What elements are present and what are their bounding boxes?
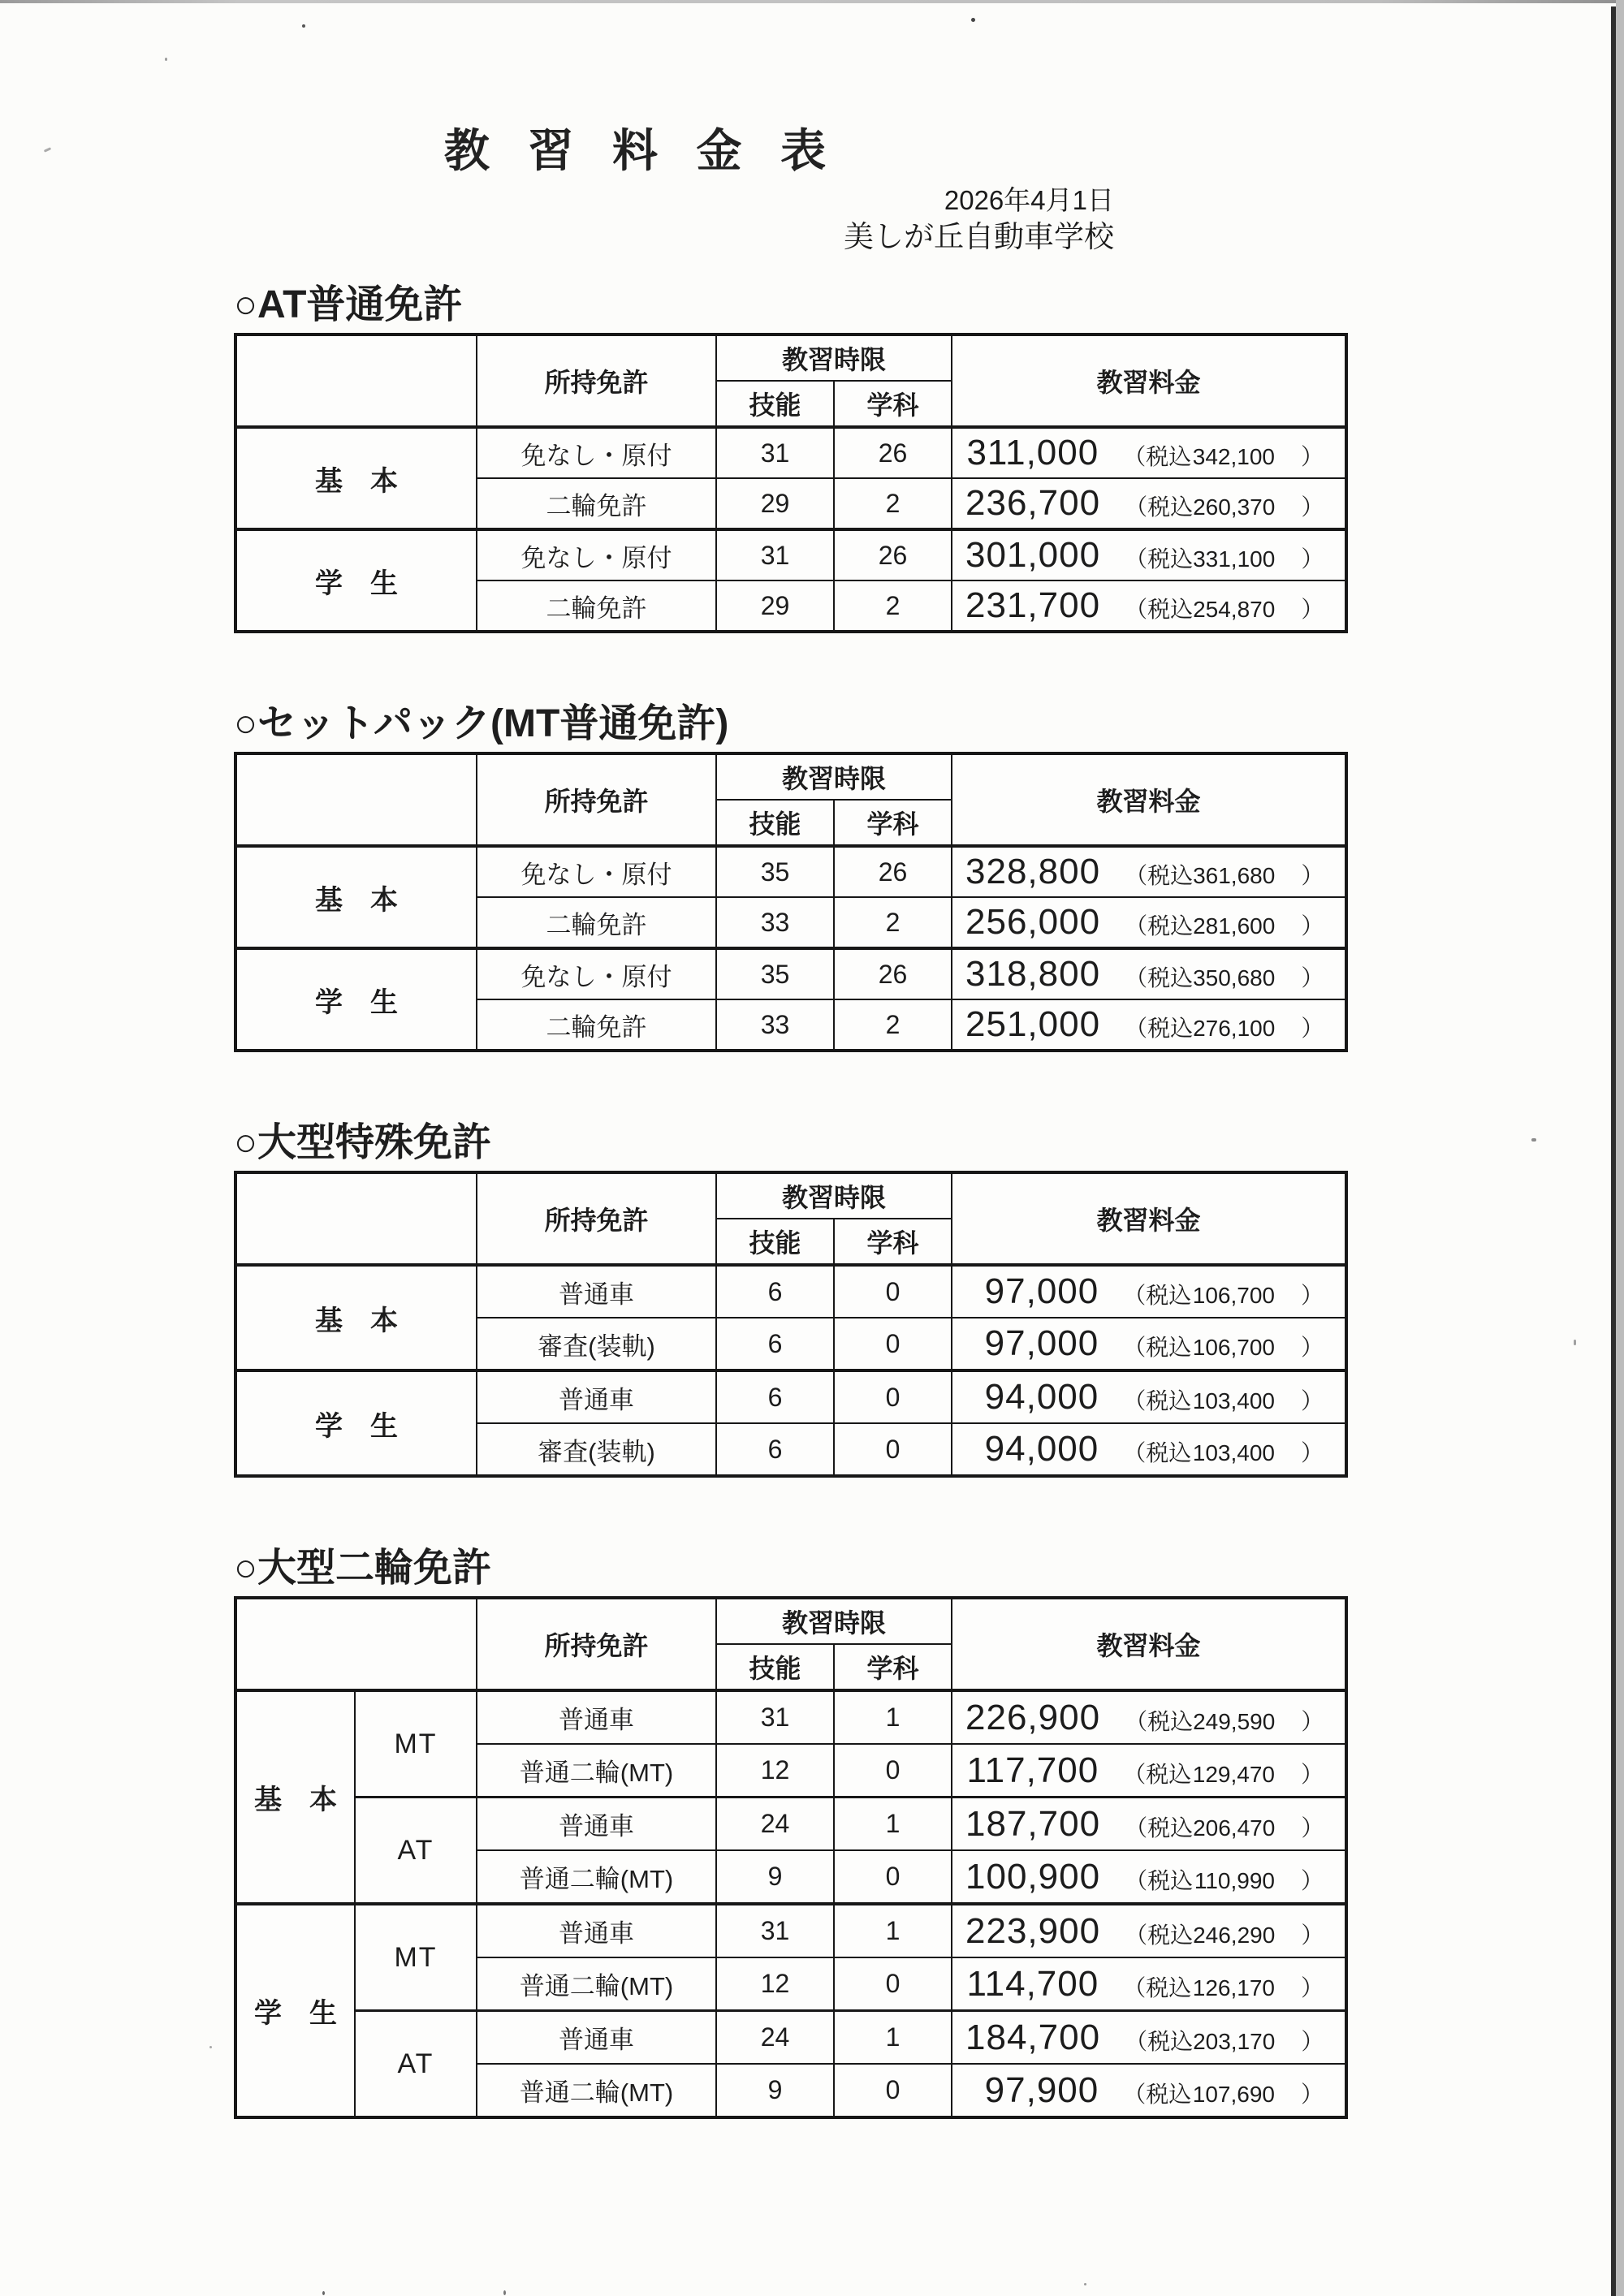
table-row	[235, 846, 1346, 897]
close-paren: ）	[1301, 494, 1324, 520]
license-cell: 普通二輪(MT)	[477, 1744, 716, 1798]
tax-included-label: （税込	[1123, 1283, 1192, 1308]
license-cell: 普通車	[477, 1265, 716, 1318]
fee-value	[965, 1857, 1324, 1897]
base-price: 94,000	[984, 1377, 1099, 1417]
skill-hours-cell: 6	[716, 1370, 834, 1423]
base-price: 318,800	[965, 954, 1101, 994]
base-price: 94,000	[984, 1429, 1099, 1469]
academic-hours-cell: 1	[834, 2011, 952, 2065]
fee-header: 教習料金	[952, 1598, 1346, 1690]
fee-value	[965, 483, 1324, 524]
tax-included-price: 254,870	[1193, 597, 1276, 622]
tax-included-price: 103,400	[1192, 1388, 1275, 1413]
scan-speck	[971, 18, 975, 22]
category-cell: 基 本	[235, 1265, 477, 1370]
category-cell: 学 生	[235, 948, 477, 1051]
category-cell: 学 生	[235, 1904, 355, 2117]
license-cell: 免なし・原付	[477, 846, 716, 897]
corner-cell	[235, 1598, 477, 1690]
header-row	[235, 1172, 1346, 1219]
academic-hours-cell: 26	[834, 948, 952, 999]
base-price: 187,700	[965, 1803, 1101, 1844]
academic-hours-cell: 2	[834, 478, 952, 529]
fee-cell	[952, 1850, 1346, 1904]
base-price: 184,700	[965, 2017, 1101, 2057]
base-price: 311,000	[966, 433, 1099, 473]
close-paren: ）	[1301, 597, 1324, 622]
academic-hours-cell: 26	[834, 846, 952, 897]
scan-speck	[165, 58, 167, 61]
base-price: 231,700	[965, 585, 1101, 625]
fee-cell	[952, 1798, 1346, 1851]
fee-cell	[952, 1957, 1346, 2011]
hours-header: 教習時限	[716, 334, 952, 381]
skill-hours-cell: 31	[716, 1904, 834, 1957]
close-paren: ）	[1301, 913, 1324, 939]
table-row	[235, 948, 1346, 999]
skill-hours-cell: 24	[716, 2011, 834, 2065]
fee-value	[965, 2070, 1324, 2111]
scan-top-edge	[0, 0, 1624, 3]
tax-included-label: （税込	[1125, 1708, 1194, 1734]
tax-included-price: 281,600	[1193, 913, 1276, 939]
skill-hours-cell: 33	[716, 897, 834, 948]
academic-hours-cell: 0	[834, 1265, 952, 1318]
tax-included-price: 249,590	[1193, 1708, 1276, 1734]
close-paren: ）	[1301, 1974, 1324, 2000]
tax-included-price: 331,100	[1193, 546, 1276, 572]
skill-hours-cell: 31	[716, 1690, 834, 1744]
skill-header: 技能	[716, 800, 834, 846]
license-held-header: 所持免許	[477, 1598, 716, 1690]
fee-cell	[952, 1744, 1346, 1798]
scan-speck	[1574, 1340, 1576, 1345]
section-large-special	[234, 1120, 1348, 1478]
academic-header: 学科	[834, 381, 952, 427]
close-paren: ）	[1301, 546, 1324, 572]
skill-header: 技能	[716, 381, 834, 427]
fee-table-container	[234, 752, 1348, 1052]
table-row	[235, 2011, 1346, 2065]
tax-included-price: 126,170	[1192, 1974, 1275, 2000]
subcategory-cell: MT	[355, 1904, 477, 2011]
base-price: 226,900	[965, 1697, 1101, 1737]
fee-cell	[952, 1423, 1346, 1476]
license-cell: 普通車	[477, 2011, 716, 2065]
scan-speck	[1531, 1138, 1536, 1142]
tax-included-label: （税込	[1123, 1388, 1192, 1413]
subcategory-cell: AT	[355, 2011, 477, 2118]
subcategory-cell: MT	[355, 1690, 477, 1798]
tax-included-label: （税込	[1125, 597, 1194, 622]
base-price: 97,900	[984, 2069, 1099, 2110]
fee-value	[965, 1429, 1324, 1470]
fee-cell	[952, 1904, 1346, 1957]
fee-value	[965, 852, 1324, 892]
fee-header: 教習料金	[952, 334, 1346, 427]
skill-hours-cell: 24	[716, 1798, 834, 1851]
tax-included-price: 276,100	[1193, 1016, 1276, 1041]
close-paren: ）	[1301, 965, 1324, 990]
tax-included-label: （税込	[1123, 1761, 1192, 1787]
fee-cell	[952, 948, 1346, 999]
base-price: 256,000	[965, 902, 1101, 942]
scan-speck	[322, 2291, 325, 2295]
base-price: 223,900	[965, 1910, 1101, 1951]
license-cell: 審査(装軌)	[477, 1318, 716, 1370]
academic-hours-cell: 0	[834, 1957, 952, 2011]
tax-included-label: （税込	[1125, 913, 1194, 939]
fee-cell	[952, 427, 1346, 478]
tax-included-price: 206,470	[1193, 1815, 1276, 1841]
skill-hours-cell: 6	[716, 1423, 834, 1476]
close-paren: ）	[1301, 863, 1324, 888]
academic-hours-cell: 26	[834, 529, 952, 580]
license-cell: 普通二輪(MT)	[477, 1957, 716, 2011]
section-heading: ○大型特殊免許	[234, 1121, 491, 1164]
skill-hours-cell: 12	[716, 1744, 834, 1798]
scan-right-edge-line	[1611, 6, 1616, 2296]
fee-cell	[952, 1265, 1346, 1318]
skill-hours-cell: 29	[716, 580, 834, 632]
academic-hours-cell: 0	[834, 1744, 952, 1798]
fee-cell	[952, 897, 1346, 948]
fee-value	[965, 585, 1324, 626]
fee-header: 教習料金	[952, 753, 1346, 846]
fee-cell	[952, 2011, 1346, 2065]
section-large-motorcycle	[234, 1546, 1348, 2119]
license-held-header: 所持免許	[477, 753, 716, 846]
tax-included-label: （税込	[1123, 444, 1192, 469]
close-paren: ）	[1301, 1016, 1324, 1041]
fee-cell	[952, 1370, 1346, 1423]
base-price: 251,000	[965, 1004, 1101, 1044]
fee-value	[965, 535, 1324, 576]
category-cell: 基 本	[235, 427, 477, 529]
skill-hours-cell: 6	[716, 1318, 834, 1370]
close-paren: ）	[1301, 1867, 1324, 1893]
skill-hours-cell: 35	[716, 846, 834, 897]
license-cell: 二輪免許	[477, 897, 716, 948]
academic-hours-cell: 0	[834, 1370, 952, 1423]
corner-cell	[235, 334, 477, 427]
base-price: 301,000	[965, 535, 1101, 575]
fee-cell	[952, 1690, 1346, 1744]
fee-value	[965, 1004, 1324, 1045]
fee-value	[965, 1750, 1324, 1791]
skill-header: 技能	[716, 1219, 834, 1265]
fee-value	[965, 1698, 1324, 1738]
tax-included-label: （税込	[1125, 965, 1194, 990]
license-cell: 普通車	[477, 1798, 716, 1851]
license-cell: 普通車	[477, 1370, 716, 1423]
academic-hours-cell: 1	[834, 1904, 952, 1957]
fee-value	[965, 902, 1324, 943]
academic-hours-cell: 26	[834, 427, 952, 478]
close-paren: ）	[1301, 1440, 1324, 1465]
tax-included-label: （税込	[1123, 2081, 1192, 2107]
tax-included-label: （税込	[1125, 1922, 1194, 1948]
scan-speck	[302, 24, 305, 28]
tax-included-price: 350,680	[1193, 965, 1276, 990]
tax-included-label: （税込	[1125, 1867, 1194, 1893]
base-price: 114,700	[966, 1963, 1099, 2004]
skill-hours-cell: 31	[716, 529, 834, 580]
tax-included-price: 129,470	[1192, 1761, 1275, 1787]
close-paren: ）	[1301, 2028, 1324, 2054]
tax-included-label: （税込	[1123, 1335, 1192, 1360]
license-cell: 免なし・原付	[477, 529, 716, 580]
license-held-header: 所持免許	[477, 334, 716, 427]
tax-included-label: （税込	[1123, 1974, 1192, 2000]
tax-included-price: 246,290	[1193, 1922, 1276, 1948]
skill-hours-cell: 9	[716, 2064, 834, 2117]
category-cell: 学 生	[235, 1370, 477, 1476]
close-paren: ）	[1301, 1761, 1324, 1787]
close-paren: ）	[1301, 2081, 1324, 2107]
fee-cell	[952, 1318, 1346, 1370]
tax-included-price: 203,170	[1193, 2028, 1276, 2054]
tax-included-price: 103,400	[1192, 1440, 1275, 1465]
section-heading: ○AT普通免許	[234, 283, 463, 326]
corner-cell	[235, 1172, 477, 1265]
fee-table	[234, 752, 1348, 1052]
academic-hours-cell: 1	[834, 1798, 952, 1851]
category-cell: 基 本	[235, 1690, 355, 1904]
table-row	[235, 1690, 1346, 1744]
document-date: 2026年4月1日	[944, 185, 1114, 215]
close-paren: ）	[1301, 1335, 1324, 1360]
academic-header: 学科	[834, 1219, 952, 1265]
academic-hours-cell: 0	[834, 2064, 952, 2117]
table-row	[235, 529, 1346, 580]
tax-included-label: （税込	[1125, 494, 1194, 520]
fee-cell	[952, 999, 1346, 1051]
tax-included-label: （税込	[1125, 863, 1194, 888]
base-price: 328,800	[965, 852, 1101, 891]
fee-cell	[952, 580, 1346, 632]
fee-cell	[952, 529, 1346, 580]
fee-sheet-content	[234, 283, 1348, 2119]
tax-included-price: 260,370	[1193, 494, 1276, 520]
tax-included-price: 107,690	[1192, 2081, 1275, 2107]
table-row	[235, 1904, 1346, 1957]
scan-speck	[1084, 2283, 1086, 2285]
section-heading: ○大型二輪免許	[234, 1547, 491, 1590]
fee-value	[965, 954, 1324, 995]
fee-value	[965, 1911, 1324, 1952]
academic-hours-cell: 0	[834, 1423, 952, 1476]
fee-cell	[952, 846, 1346, 897]
section-set-pack-mt	[234, 701, 1348, 1052]
close-paren: ）	[1301, 1922, 1324, 1948]
academic-hours-cell: 1	[834, 1690, 952, 1744]
license-held-header: 所持免許	[477, 1172, 716, 1265]
tax-included-label: （税込	[1125, 2028, 1194, 2054]
corner-cell	[235, 753, 477, 846]
tax-included-price: 110,990	[1194, 1867, 1275, 1893]
category-cell: 基 本	[235, 846, 477, 948]
license-cell: 普通二輪(MT)	[477, 2064, 716, 2117]
tax-included-price: 361,680	[1193, 863, 1276, 888]
fee-cell	[952, 2064, 1346, 2117]
tax-included-label: （税込	[1125, 1815, 1194, 1841]
base-price: 236,700	[965, 483, 1101, 523]
scan-speck	[209, 2046, 212, 2048]
license-cell: 二輪免許	[477, 478, 716, 529]
skill-hours-cell: 35	[716, 948, 834, 999]
category-cell: 学 生	[235, 529, 477, 632]
header-row	[235, 753, 1346, 800]
close-paren: ）	[1301, 444, 1324, 469]
fee-table-container	[234, 1596, 1348, 2119]
page-title: 教 習 料 金 表	[443, 125, 840, 176]
fee-table-container	[234, 1171, 1348, 1478]
section-heading: ○セットパック(MT普通免許)	[234, 702, 729, 745]
scan-right-edge-shadow	[1616, 0, 1624, 2296]
table-row	[235, 1265, 1346, 1318]
tax-included-label: （税込	[1125, 546, 1194, 572]
hours-header: 教習時限	[716, 1172, 952, 1219]
skill-hours-cell: 9	[716, 1850, 834, 1904]
close-paren: ）	[1301, 1708, 1324, 1734]
base-price: 97,000	[984, 1323, 1099, 1363]
academic-header: 学科	[834, 800, 952, 846]
academic-hours-cell: 2	[834, 999, 952, 1051]
fee-value	[965, 1271, 1324, 1312]
skill-hours-cell: 29	[716, 478, 834, 529]
fee-value	[965, 2018, 1324, 2058]
fee-value	[965, 1804, 1324, 1845]
license-cell: 二輪免許	[477, 580, 716, 632]
close-paren: ）	[1301, 1388, 1324, 1413]
tax-included-label: （税込	[1123, 1440, 1192, 1465]
fee-table-container	[234, 333, 1348, 633]
tax-included-price: 106,700	[1192, 1283, 1275, 1308]
fee-table	[234, 333, 1348, 633]
fee-cell	[952, 478, 1346, 529]
license-cell: 免なし・原付	[477, 427, 716, 478]
tax-included-label: （税込	[1125, 1016, 1194, 1041]
tax-included-price: 106,700	[1192, 1335, 1275, 1360]
fee-value	[965, 1323, 1324, 1364]
header-row	[235, 334, 1346, 381]
fee-table	[234, 1171, 1348, 1478]
fee-value	[965, 433, 1324, 473]
table-row	[235, 1798, 1346, 1851]
academic-header: 学科	[834, 1644, 952, 1690]
base-price: 117,700	[966, 1750, 1099, 1790]
section-at-license	[234, 283, 1348, 633]
academic-hours-cell: 0	[834, 1318, 952, 1370]
license-cell: 審査(装軌)	[477, 1423, 716, 1476]
license-cell: 免なし・原付	[477, 948, 716, 999]
base-price: 97,000	[984, 1271, 1099, 1311]
base-price: 100,900	[965, 1856, 1101, 1897]
header-row	[235, 1598, 1346, 1644]
skill-hours-cell: 12	[716, 1957, 834, 2011]
subcategory-cell: AT	[355, 1798, 477, 1905]
license-cell: 二輪免許	[477, 999, 716, 1051]
fee-value	[965, 1377, 1324, 1418]
hours-header: 教習時限	[716, 1598, 952, 1644]
fee-header: 教習料金	[952, 1172, 1346, 1265]
table-row	[235, 427, 1346, 478]
skill-hours-cell: 6	[716, 1265, 834, 1318]
close-paren: ）	[1301, 1815, 1324, 1841]
license-cell: 普通車	[477, 1904, 716, 1957]
table-row	[235, 1370, 1346, 1423]
skill-header: 技能	[716, 1644, 834, 1690]
school-name: 美しが丘自動車学校	[844, 220, 1114, 254]
hours-header: 教習時限	[716, 753, 952, 800]
academic-hours-cell: 2	[834, 580, 952, 632]
scan-speck	[503, 2290, 506, 2295]
tax-included-price: 342,100	[1192, 444, 1275, 469]
fee-value	[965, 1964, 1324, 2005]
close-paren: ）	[1301, 1283, 1324, 1308]
fee-table	[234, 1596, 1348, 2119]
skill-hours-cell: 31	[716, 427, 834, 478]
academic-hours-cell: 0	[834, 1850, 952, 1904]
academic-hours-cell: 2	[834, 897, 952, 948]
license-cell: 普通二輪(MT)	[477, 1850, 716, 1904]
skill-hours-cell: 33	[716, 999, 834, 1051]
license-cell: 普通車	[477, 1690, 716, 1744]
